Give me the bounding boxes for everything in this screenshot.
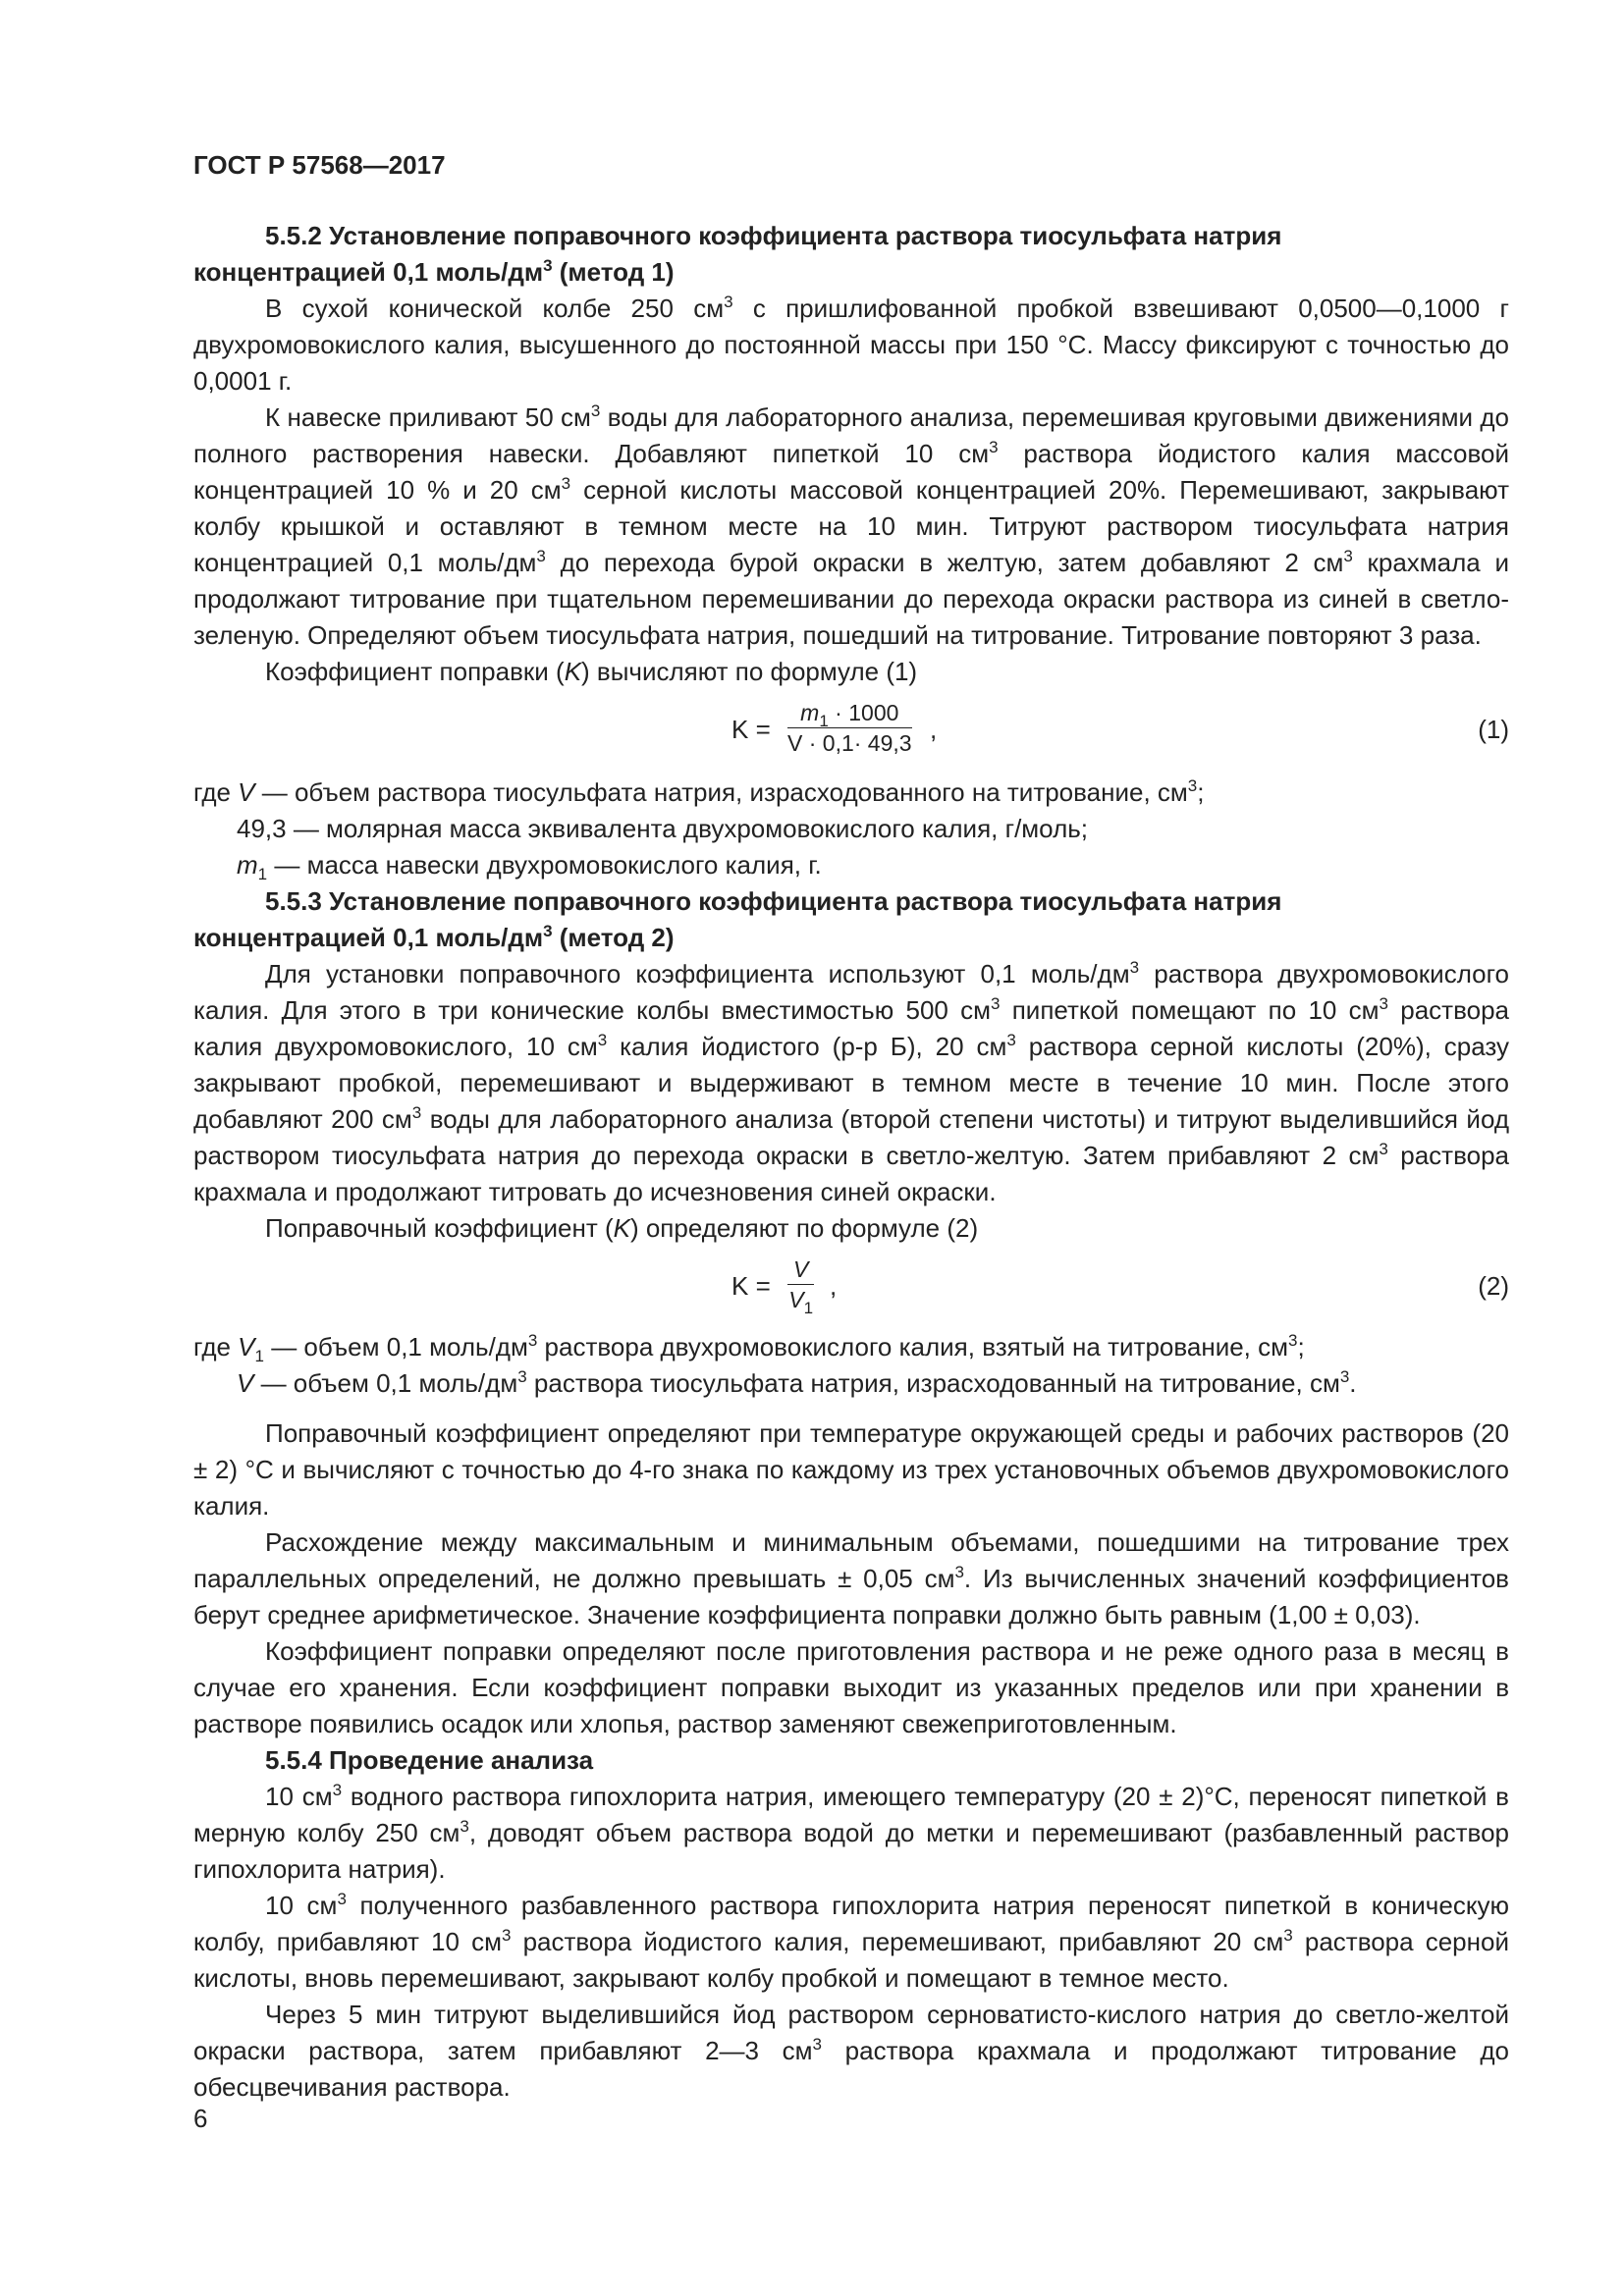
formula-1 [193, 690, 1509, 774]
paragraph: Коэффициент поправки определяют после приготовления раствора и не реже одного раза в месяц в случае его хранения. Если коэффициент поправки выходит из указанных пределов или при хранении в растворе появились осадок или хлопья, раствор заменяют свежеприготовленным. [193, 1636, 1509, 1738]
formula-2 [193, 1247, 1509, 1329]
paragraph: Для установки поправочного коэффициента используют 0,1 моль/$дм^3$ раствора двухромовокислого калия. Для этого в три конические колбы вместимостью 500 $см^3$ пипеткой помещают по 10 $см^3$ раствора калия двухромовокислого, 10 $см^3$ калия йодистого (р-р Б), 20 $см^3$ раствора серной кислоты (20%), сразу закрывают пробкой, перемешивают и выдерживают в темном месте в течение 10 мин. После этого добавляют 200 $см^3$ воды для лабораторного анализа (второй степени чистоты) и титруют выделившийся йод раствором тиосульфата натрия до перехода окраски в светло-желтую. Затем прибавляют 2 $см^3$ раствора крахмала и продолжают титровать до исчезновения синей окраски. [193, 958, 1510, 1206]
formula-number: (2) [1478, 1271, 1509, 1301]
where-line: где V — объем раствора тиосульфата натрия, израсходованного на титрование, $см^3$; [193, 776, 1205, 807]
paragraph: Поправочный коэффициент (K) определяют по формуле (2) [265, 1213, 979, 1243]
paragraph: К навеске приливают 50 $см^3$ воды для лабораторного анализа, перемешивая круговыми движениями до полного растворения навески. Добавляют пипеткой 10 $см^3$ раствора йодистого калия массовой концентрацией 10 % и 20 $см^3$ серной кислоты массовой концентрацией 20%. Перемешивают, закрывают колбу крышкой и оставляют в темном месте на 10 мин. Титруют раствором тиосульфата натрия концентрацией 0,1 моль/$дм^3$ до перехода бурой окраски в желтую, затем добавляют 2 $см^3$ крахмала и продолжают титрование при тщательном перемешивании до перехода окраски раствора из синей в светло-зеленую. Определяют объем тиосульфата натрия, пошедший на титрование. Титрование повторяют 3 раза. [193, 401, 1510, 650]
formula-comma: , [930, 715, 938, 744]
paragraph: 10 $см^3$ полученного разбавленного раствора гипохлорита натрия переносят пипеткой в коническую колбу, прибавляют 10 $см^3$ раствора йодистого калия, перемешивают, прибавляют 20 $см^3$ раствора серной кислоты, вновь перемешивают, закрывают колбу пробкой и помещают в темное место. [193, 1890, 1509, 1993]
formula-lhs: K = [731, 1271, 771, 1301]
section-heading-5-5-3: 5.5.3 Установление поправочного коэффициента раствора тиосульфата натрия [265, 886, 1282, 916]
paragraph: В сухой конической колбе 250 $см^3$ с пришлифованной пробкой взвешивают 0,0500—0,1000 г двухромовокислого калия, высушенного до постоянной массы при 150 °С. Массу фиксируют с точностью до 0,0001 г. [193, 293, 1509, 396]
paragraph: Коэффициент поправки (K) вычисляют по формуле (1) [265, 657, 918, 686]
formula-fraction [787, 698, 912, 758]
where-line: V — объем 0,1 моль/$дм^3$ раствора тиосульфата натрия, израсходованный на титрование, $см^3$. [237, 1367, 1357, 1398]
section-heading-5-5-2-cont: концентрацией 0,1 моль/$дм^3$ (метод 1) [193, 256, 675, 287]
page-number: 6 [193, 2104, 208, 2133]
formula-fraction [787, 1255, 814, 1317]
formula-numerator: V [787, 1255, 814, 1285]
document-header: ГОСТ Р 57568—2017 [193, 150, 446, 180]
where-line: $m_1$ — масса навески двухромовокислого калия, г. [237, 850, 822, 883]
formula-number: (1) [1478, 715, 1509, 744]
section-heading-5-5-3-cont: концентрацией 0,1 моль/$дм^3$ (метод 2) [193, 922, 675, 952]
formula-denominator: $V_1$ [788, 1287, 814, 1317]
formula-comma: , [830, 1271, 838, 1301]
paragraph: Поправочный коэффициент определяют при температуре окружающей среды и рабочих растворов (20 ± 2) °С и вычисляют с точностью до 4-го знака по каждому из трех установочных объемов двухромовокислого калия. [193, 1418, 1509, 1521]
formula-denominator: V · 0,1· 49,3 [787, 730, 912, 756]
paragraph: Расхождение между максимальным и минимальным объемами, пошедшими на титрование трех параллельных определений, не должно превышать ± 0,05 $см^3$. Из вычисленных значений коэффициентов берут среднее арифметическое. Значение коэффициента поправки должно быть равным (1,00 ± 0,03). [193, 1527, 1509, 1629]
section-heading-5-5-2: 5.5.2 Установление поправочного коэффициента раствора тиосульфата натрия [265, 221, 1282, 250]
formula-lhs: K = [731, 715, 771, 744]
document-body [193, 218, 1509, 2106]
paragraph: 10 $см^3$ водного раствора гипохлорита натрия, имеющего температуру (20 ± 2)°С, переносят пипеткой в мерную колбу 250 $см^3$, доводят объем раствора водой до метки и перемешивают (разбавленный раствор гипохлорита натрия). [193, 1781, 1509, 1884]
where-line: 49,3 — молярная масса эквивалента двухромовокислого калия, г/моль; [237, 814, 1089, 843]
where-line: где $V_1$ — объем 0,1 моль/$дм^3$ раствора двухромовокислого калия, взятый на титрование, $см^3$; [193, 1331, 1305, 1365]
section-heading-5-5-4: 5.5.4 Проведение анализа [265, 1745, 594, 1775]
paragraph: Через 5 мин титруют выделившийся йод раствором серноватисто-кислого натрия до светло-желтой окраски раствора, затем прибавляют 2—3 $см^3$ раствора крахмала и продолжают титрование до обесцвечивания раствора. [193, 2000, 1509, 2102]
formula-numerator: $m_1 \cdot 1000$ [787, 698, 912, 728]
